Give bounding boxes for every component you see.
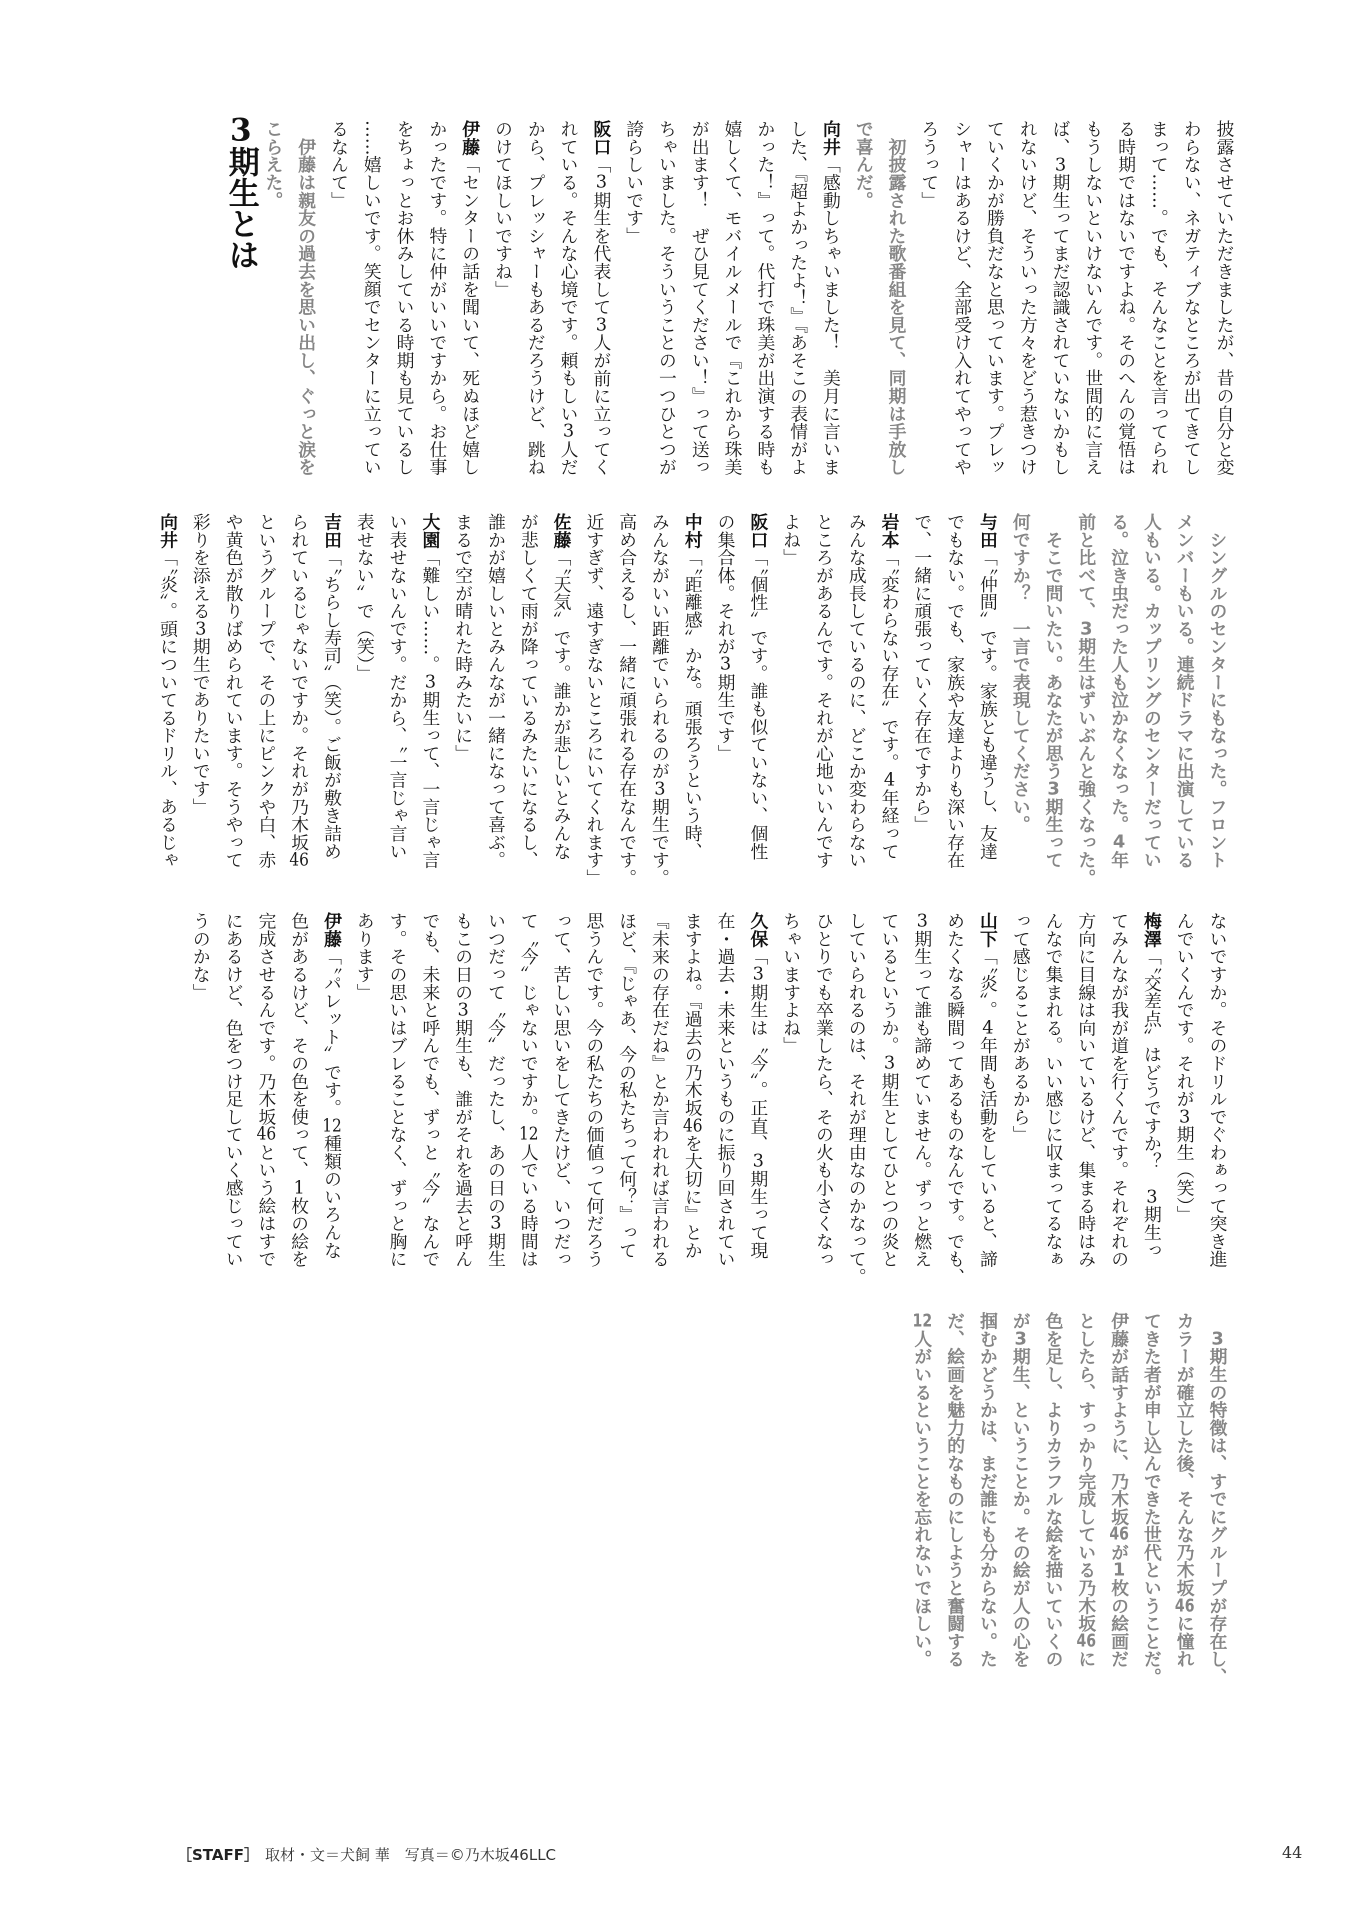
text-line (807, 513, 840, 875)
text-line (839, 513, 872, 875)
page-number: 44 (1282, 1843, 1303, 1862)
speaker-line (1135, 912, 1168, 1274)
line-text: でもない。でも、家族や友達よりも深い存在 (944, 513, 966, 869)
line-text: って、苦しい思いをしてきたけど、いつだっ (551, 912, 573, 1268)
text-line (978, 120, 1011, 482)
text-line (1003, 912, 1036, 1274)
text-line (905, 912, 938, 1274)
line-text: ちゃいました。そういうことの一つひとつが (656, 120, 678, 476)
line-text: れている。そんな心境です。頼もしい3人だ (558, 120, 580, 476)
speaker-line (584, 120, 617, 482)
text-line (380, 912, 413, 1274)
text-line (781, 120, 814, 482)
line-text: ……嬉しいです。笑顔でセンターに立ってい (361, 120, 383, 476)
narration-line (1135, 513, 1168, 875)
line-text: 「〝距離感〟かな。頑張ろうという時、 (682, 548, 704, 860)
line-text: 「〝天気〟です。誰かが悲しいとみんな (551, 548, 573, 860)
text-line (347, 513, 380, 875)
line-text: 誰かが嬉しいとみんなが一緒になって喜ぶ。 (485, 513, 507, 869)
text-line (748, 120, 781, 482)
line-text: 「3期生を代表して3人が前に立ってく (590, 155, 612, 476)
line-text: のけてほしいですね」 (492, 120, 514, 298)
speaker-line (971, 513, 1004, 875)
line-text: から、プレッシャーもあるだろうけど、跳ね (525, 120, 547, 476)
narration-line (1003, 513, 1036, 875)
line-text: あります」 (354, 912, 376, 1001)
narration-line (1200, 1312, 1233, 1686)
closing-narration-block (905, 1312, 1233, 1686)
line-text: かった！』って。代打で珠美が出演する時も (754, 120, 776, 476)
line-text: していられるのは、それが理由なのかなって。 (846, 912, 868, 1286)
text-line (544, 912, 577, 1274)
narration-line (846, 120, 879, 482)
line-text: シャーはあるけど、全部受け入れてやってや (951, 120, 973, 476)
line-text: 近すぎず、遠すぎないところにいてくれます」 (583, 513, 605, 887)
text-line (184, 912, 217, 1274)
line-text: る時期ではないですよね。そのへんの覚悟は (1115, 120, 1137, 476)
text-line (1167, 912, 1200, 1274)
speaker-line (413, 513, 446, 875)
text-line (682, 120, 715, 482)
narration-line (1003, 1312, 1036, 1674)
text-line (216, 513, 249, 875)
text-line (774, 513, 807, 875)
line-text: ないですか。そのドリルでぐわぁって突き進 (1207, 912, 1228, 1268)
article-title: 3期生とは (222, 115, 259, 270)
text-line (807, 912, 840, 1274)
speaker-name: 伊藤 (459, 120, 481, 156)
narration-line (1036, 513, 1069, 875)
line-text: だ、絵画を魅力的なものにしようと奮闘する (944, 1312, 966, 1668)
line-text: が悲しくて雨が降っているみたいになるし、 (518, 513, 540, 869)
line-text: 3期生の特徴は、すでにグループが存在し、 (1207, 1329, 1228, 1686)
line-text: にあるけど、色をつけ足していく感じってい (223, 912, 245, 1268)
line-text: 「〝交差点〟はどうですか？ 3期生っ (1141, 947, 1163, 1259)
text-line (1036, 912, 1069, 1274)
text-line (249, 912, 282, 1274)
narration-line (1200, 513, 1233, 875)
line-text: や黄色が散りばめられています。そうやって (223, 513, 245, 869)
credits-text: 取材・文＝犬飼 華 写真＝©乃木坂46LLC (264, 1846, 557, 1864)
text-line (610, 912, 643, 1274)
speaker-name: 阪口 (747, 513, 769, 549)
text-line (905, 513, 938, 875)
line-text: 披露させていただきましたが、昔の自分と変 (1214, 120, 1235, 476)
line-text: ところがあるんです。それが心地いいんです (813, 513, 835, 869)
line-text: て〝今〟じゃないですか。12人でいる時間は (518, 912, 540, 1268)
speaker-name: 大園 (419, 513, 441, 549)
text-line (1207, 120, 1240, 482)
line-text: 「感動しちゃいました！ 美月に言いま (820, 155, 842, 476)
text-line (184, 513, 217, 875)
line-text: 前と比べて、3期生はずいぶんと強くなった。 (1075, 513, 1097, 887)
text-line (1076, 120, 1109, 482)
text-block-middle (151, 513, 1233, 887)
speaker-line (741, 513, 774, 875)
line-text: としたら、すっかり完成している乃木坂46に (1075, 1312, 1097, 1668)
line-text: んでいくんです。それが3期生（笑）」 (1174, 912, 1196, 1224)
narration-line (938, 1312, 971, 1674)
line-text: ほど、『じゃあ、今の私たちって何？』って (616, 912, 638, 1259)
line-text: わらない、ネガティブなところが出てきてし (1181, 120, 1203, 476)
text-line (675, 912, 708, 1274)
text-line (708, 513, 741, 875)
speaker-line (675, 513, 708, 875)
speaker-name: 吉田 (321, 513, 343, 549)
speaker-line (453, 120, 486, 482)
line-text: 人もいる。カップリングのセンターだってい (1141, 513, 1163, 869)
speaker-line (872, 513, 905, 875)
line-text: 高め合えるし、一緒に頑張れる存在なんです。 (616, 513, 638, 887)
text-line (617, 120, 650, 482)
narration-line (289, 120, 322, 482)
line-text: す。その思いはブレることなく、ずっと胸に (387, 912, 409, 1268)
line-text: カラーが確立した後、そんな乃木坂46に憧れ (1174, 1312, 1196, 1668)
narration-line (971, 1312, 1004, 1674)
speaker-name: 向井 (157, 513, 179, 549)
line-text: よね」 (780, 513, 802, 567)
line-text: かったです。特に仲がいいですから。お仕事 (426, 120, 448, 476)
text-line (839, 912, 872, 1286)
line-text: んなで集まれる。いい感じに収まってるなぁ (1043, 912, 1065, 1268)
line-text: 「〝炎〟。4年間も活動をしていると、諦 (977, 947, 999, 1268)
line-text: 『未来の存在だね』とか言われれば言われる (649, 912, 671, 1268)
line-text: ていくかが勝負だなと思っています。プレッ (984, 120, 1006, 476)
speaker-line (315, 513, 348, 875)
text-line (511, 513, 544, 875)
text-line (479, 513, 512, 875)
narration-line (1167, 513, 1200, 875)
text-line (945, 120, 978, 482)
text-line (715, 120, 748, 482)
line-text: 「〝炎〟。頭についてるドリル、あるじゃ (157, 548, 179, 869)
line-text: 「難しい……。3期生って、一言じゃ言 (419, 548, 441, 869)
line-text: 掴むかどうかは、まだ誰にも分からない。た (977, 1312, 999, 1668)
narration-line (1102, 1312, 1135, 1674)
line-text: をちょっとお休みしている時期も見ているし (394, 120, 416, 476)
text-line (577, 912, 610, 1274)
line-text: メンバーもいる。連続ドラマに出演している (1174, 513, 1196, 869)
speaker-line (151, 513, 184, 875)
text-line (380, 513, 413, 875)
narration-line (1135, 1312, 1168, 1686)
line-text: というグループで、その上にピンクや白、赤 (255, 513, 277, 869)
line-text: 在・過去・未来というものに振り回されてい (715, 912, 737, 1268)
line-text: 思うんです。今の私たちの価値って何だろう (583, 912, 605, 1268)
text-line (446, 513, 479, 875)
line-text: 表せない〟で（笑）」 (354, 513, 376, 683)
staff-label: ［STAFF］ (177, 1846, 259, 1864)
text-line (354, 120, 387, 482)
speaker-line (741, 912, 774, 1274)
line-text: 「センターの話を聞いて、死ぬほど嬉し (459, 155, 481, 476)
line-text: 彩りを添える3期生でありたいです」 (190, 513, 212, 816)
text-line (387, 120, 420, 482)
text-line (420, 120, 453, 482)
speaker-line (315, 912, 348, 1274)
text-line (1109, 120, 1142, 482)
line-text: まるで空が晴れた時みたいに」 (452, 513, 474, 763)
speaker-name: 佐藤 (551, 513, 573, 549)
line-text: れないけど、そういった方々をどう惹きつけ (1017, 120, 1039, 476)
text-line (1142, 120, 1175, 482)
text-line (551, 120, 584, 482)
line-text: い表せないんです。だから、〝一言じゃ言い (387, 513, 409, 860)
line-text: ますよね。『過去の乃木坂46を大切に』とか (682, 912, 704, 1259)
narration-line (1036, 1312, 1069, 1674)
line-text: 「〝変わらない存在〟です。4年経って (879, 548, 901, 860)
narration-line (879, 120, 912, 482)
speaker-line (971, 912, 1004, 1274)
text-line (479, 912, 512, 1274)
text-line (1102, 912, 1135, 1274)
narration-line (1069, 513, 1102, 887)
text-block-bottom (184, 912, 1234, 1286)
line-text: 「〝ちらし寿司〟（笑）。ご飯が敷き詰め (321, 548, 343, 860)
narration-line (1102, 513, 1135, 875)
speaker-name: 向井 (820, 120, 842, 156)
speaker-name: 阪口 (590, 120, 612, 156)
speaker-name: 久保 (747, 912, 769, 948)
line-text: る。泣き虫だった人も泣かなくなった。4年 (1108, 513, 1130, 869)
line-text: こらえた。 (262, 120, 284, 209)
speaker-name: 岩本 (879, 513, 901, 549)
narration-line (1069, 1312, 1102, 1674)
line-text: 嬉しくて、モバイルメールで『これから珠美 (722, 120, 744, 476)
text-line (708, 912, 741, 1274)
line-text: ひとりでも卒業したら、その火も小さくなっ (813, 912, 835, 1268)
text-line (650, 120, 683, 482)
line-text: 3期生って誰も諦めていません。ずっと燃え (911, 912, 933, 1268)
text-line (643, 513, 676, 887)
line-text: が出ます！ ぜひ見てください！』って送っ (689, 120, 711, 476)
line-text: 「〝仲間〟です。家族とも違うし、友達 (977, 548, 999, 860)
speaker-name: 中村 (682, 513, 704, 549)
line-text: もこの日の3期生も、誰がそれを過去と呼ん (452, 912, 474, 1268)
line-text: 何ですか？ 一言で表現してください。 (1010, 513, 1032, 834)
line-text: でも、未来と呼んでも、ずっと〝今〟なんで (419, 912, 441, 1268)
text-line (872, 912, 905, 1274)
text-line (1010, 120, 1043, 482)
line-text: ているというか。3期生としてひとつの炎と (879, 912, 901, 1268)
line-text: まって……。でも、そんなことを言ってられ (1148, 120, 1170, 476)
text-line (446, 912, 479, 1274)
text-line (282, 513, 315, 875)
text-line (938, 912, 971, 1286)
line-text: 伊藤が話すように、乃木坂46が1枚の絵画だ (1108, 1312, 1130, 1668)
line-text: られているじゃないですか。それが乃木坂46 (288, 513, 310, 869)
line-text: シングルのセンターにもなった。フロント (1207, 513, 1228, 869)
line-text: の集合体。それが3期生です」 (715, 513, 737, 763)
line-text: って感じることがあるから」 (1010, 912, 1032, 1144)
line-text: 「3期生は〝今〟。正直、3期生って現 (747, 947, 769, 1259)
line-text: うのかな」 (190, 912, 212, 1001)
text-line (643, 912, 676, 1274)
speaker-line (814, 120, 847, 482)
line-text: そこで問いたい。あなたが思う3期生って (1043, 513, 1065, 869)
text-line (518, 120, 551, 482)
line-text: した、『超よかったよ！』『あそこの表情がよ (787, 120, 809, 476)
line-text: ちゃいますよね」 (780, 912, 802, 1055)
text-line (282, 912, 315, 1274)
text-line (249, 513, 282, 875)
text-block-top (256, 120, 1240, 482)
text-line (216, 912, 249, 1274)
line-text: みんながいい距離でいられるのが3期生です。 (649, 513, 671, 887)
narration-line (905, 1312, 938, 1674)
line-text: 誇らしいです」 (623, 120, 645, 245)
text-line (912, 120, 945, 482)
text-line (1200, 912, 1233, 1274)
text-line (577, 513, 610, 887)
line-text: で、一緒に頑張っていく存在ですから」 (911, 513, 933, 834)
line-text: めたくなる瞬間ってあるものなんです。でも、 (944, 912, 966, 1286)
text-line (413, 912, 446, 1274)
text-line (1043, 120, 1076, 482)
text-line (511, 912, 544, 1274)
text-line (486, 120, 519, 482)
line-text: るなんて」 (328, 120, 350, 209)
line-text: 「〝パレット〟です。12種類のいろんな (321, 947, 343, 1259)
speaker-name: 伊藤 (321, 912, 343, 948)
speaker-name: 山下 (977, 912, 999, 948)
text-line (774, 912, 807, 1274)
text-line (938, 513, 971, 875)
line-text: で喜んだ。 (853, 120, 875, 209)
text-line (322, 120, 355, 482)
line-text: 初披露された歌番組を見て、同期は手放し (886, 120, 908, 476)
line-text: 12人がいるということを忘れないでほしい。 (911, 1312, 933, 1668)
text-line (1174, 120, 1207, 482)
line-text: 色を足し、よりカラフルな絵を描いていくの (1043, 1312, 1065, 1668)
line-text: もうしないといけないんです。世間的に言え (1082, 120, 1104, 476)
line-text: 伊藤は親友の過去を思い出し、ぐっと涙を (295, 120, 317, 476)
line-text: ろうって」 (918, 120, 940, 209)
line-text: が3期生、ということか。その絵が人の心を (1010, 1312, 1032, 1668)
line-text: ば、3期生ってまだ認識されていないかもし (1050, 120, 1072, 476)
staff-credits (177, 1844, 556, 1865)
line-text: 完成させるんです。乃木坂46という絵はすで (255, 912, 277, 1268)
line-text: てみんなが我が道を行くんです。それぞれの (1108, 912, 1130, 1268)
narration-line (1167, 1312, 1200, 1674)
line-text: 方向に目線は向いているけど、集まる時はみ (1075, 912, 1097, 1268)
line-text: いつだって〝今〟だったし、あの日の3期生 (485, 912, 507, 1268)
speaker-line (544, 513, 577, 875)
line-text: てきた者が申し込んできた世代ということだ。 (1141, 1312, 1163, 1686)
speaker-name: 与田 (977, 513, 999, 549)
narration-line (256, 120, 289, 482)
text-line (347, 912, 380, 1274)
line-text: 「〝個性〟です。誰も似ていない、個性 (747, 548, 769, 860)
speaker-name: 梅澤 (1141, 912, 1163, 948)
text-line (1069, 912, 1102, 1274)
text-line (610, 513, 643, 887)
line-text: みんな成長しているのに、どこか変わらない (846, 513, 868, 869)
line-text: 色があるけど、その色を使って、1枚の絵を (288, 912, 310, 1268)
